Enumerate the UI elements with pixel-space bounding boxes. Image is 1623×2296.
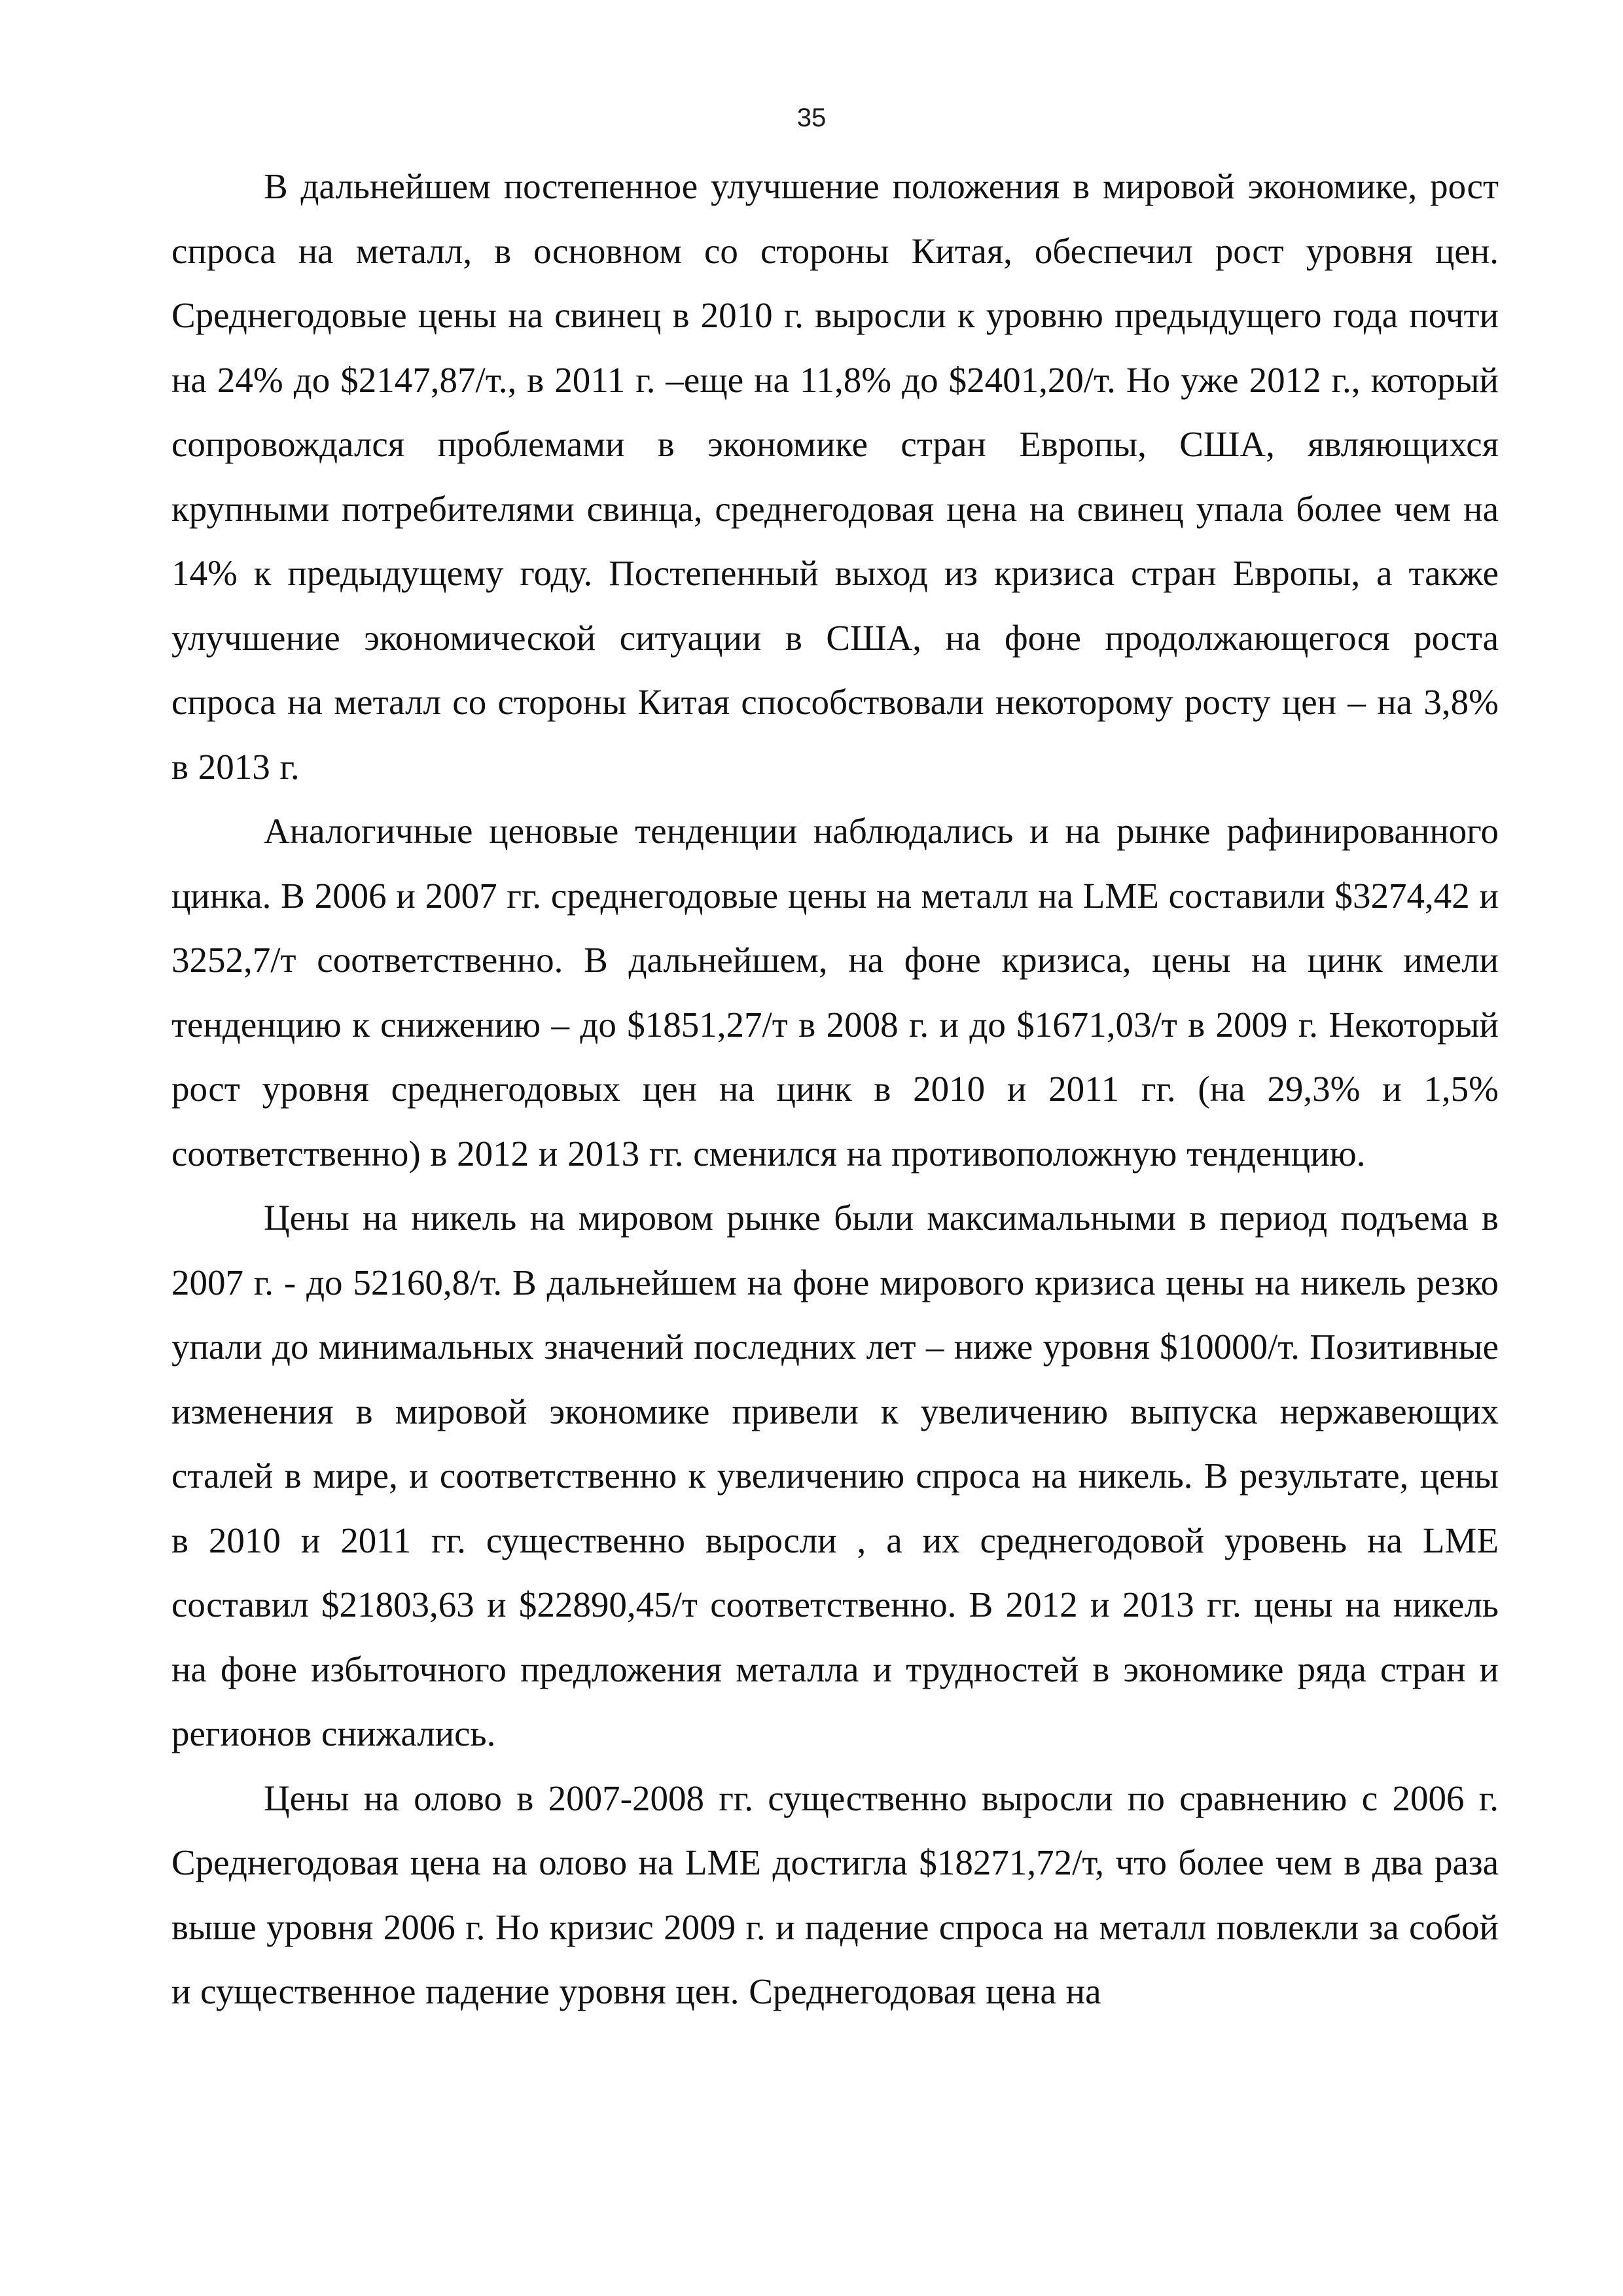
- body-text: [171, 154, 1499, 2024]
- page-number: 35: [796, 103, 827, 132]
- paragraph-lead-prices: В дальнейшем постепенное улучшение положения в мировой экономике, рост спроса на металл, в основном со стороны Китая, обеспечил рост уровня цен. Среднегодовые цены на свинец в 2010 г. выросли к уровню предыдущего года почти на 24% до $2147,87/т., в 2011 г. –еще на 11,8% до $2401,20/т. Но уже 2012 г., который сопровождался проблемами в экономике стран Европы, США, являющихся крупными потребителями свинца, среднегодовая цена на свинец упала более чем на 14% к предыдущему году. Постепенный выход из кризиса стран Европы, а также улучшение экономической ситуации в США, на фоне продолжающегося роста спроса на металл со стороны Китая способствовали некоторому росту цен – на 3,8% в 2013 г.: [171, 166, 1499, 787]
- paragraph-nickel-prices: Цены на никель на мировом рынке были максимальными в период подъема в 2007 г. - до 52160,8/т. В дальнейшем на фоне мирового кризиса цены на никель резко упали до минимальных значений последних лет – ниже уровня $10000/т. Позитивные изменения в мировой экономике привели к увеличению выпуска нержавеющих сталей в мире, и соответственно к увеличению спроса на никель. В результате, цены в 2010 и 2011 гг. существенно выросли , а их среднегодовой уровень на LME составил $21803,63 и $22890,45/т соответственно. В 2012 и 2013 гг. цены на никель на фоне избыточного предложения металла и трудностей в экономике ряда стран и регионов снижались.: [171, 1198, 1499, 1753]
- paragraph-zinc-prices: Аналогичные ценовые тенденции наблюдались и на рынке рафинированного цинка. В 2006 и 2007 гг. среднегодовые цены на металл на LME составили $3274,42 и 3252,7/т соответственно. В дальнейшем, на фоне кризиса, цены на цинк имели тенденцию к снижению – до $1851,27/т в 2008 г. и до $1671,03/т в 2009 г. Некоторый рост уровня среднегодовых цен на цинк в 2010 и 2011 гг. (на 29,3% и 1,5% соответственно) в 2012 и 2013 гг. сменился на противоположную тенденцию.: [171, 811, 1499, 1174]
- paragraph-tin-prices: Цены на олово в 2007-2008 гг. существенно выросли по сравнению с 2006 г. Среднегодовая цена на олово на LME достигла $18271,72/т, что более чем в два раза выше уровня 2006 г. Но кризис 2009 г. и падение спроса на металл повлекли за собой и существенное падение уровня цен. Среднегодовая цена на: [171, 1778, 1499, 2011]
